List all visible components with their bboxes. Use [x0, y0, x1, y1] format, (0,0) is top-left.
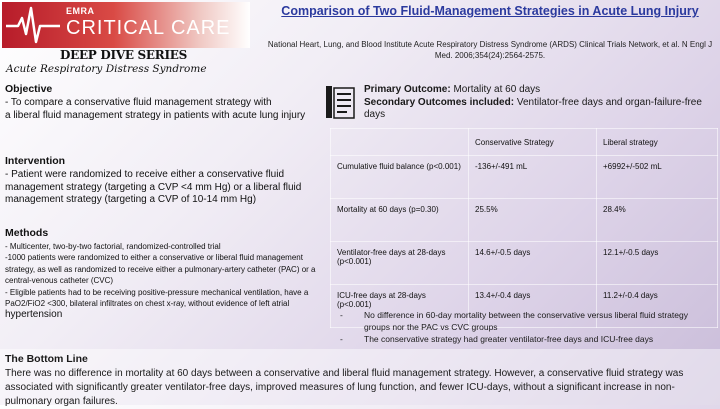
conservative-value: 25.5% [469, 199, 597, 242]
table-header-row [331, 129, 718, 156]
citation: National Heart, Lung, and Blood Institute Acute Respiratory Distress Syndrome (ARDS) Clinical Trials Network, et al. N Engl J Med. 2006;354(24):2564-2575. [267, 40, 713, 60]
list-item [340, 309, 716, 333]
liberal-value: 28.4% [597, 199, 718, 242]
table-header-cell [331, 129, 469, 156]
methods-line: -1000 patients were randomized to either a conservative or liberal fluid management strategy, as well as randomized to receive either a pulmonary-artery catheter (PAC) or a central-venous catheter (CVC) [5, 253, 316, 286]
org-abbreviation: EMRA [66, 6, 95, 16]
liberal-value: 11.2+/-0.4 days [597, 285, 718, 328]
methods-line [5, 287, 325, 321]
primary-outcome-value: Mortality at 60 days [450, 84, 541, 95]
objective-text: - To compare a conservative fluid management strategy with a liberal fluid management strategy in patients with acute lung injury [5, 97, 306, 121]
bottom-line-heading: The Bottom Line [5, 353, 88, 365]
methods-heading: Methods [5, 227, 49, 239]
secondary-outcomes-value: Ventilator-free days and organ-failure-free days [364, 97, 702, 120]
table-header-cell: Liberal strategy [597, 129, 718, 156]
topic-name: Acute Respiratory Distress Syndrome [6, 63, 207, 75]
secondary-outcomes-label: Secondary Outcomes included: [364, 97, 515, 108]
methods-line: - Multicenter, two-by-two factorial, randomized-controlled trial [5, 242, 221, 251]
dash-bullet-icon: - [340, 310, 343, 320]
bottom-line-text: There was no difference in mortality at 60 days between a conservative and liberal fluid management strategy. However, a conservative fluid strategy was associated with significantly greater ventilator-free days, improved measures of lung function, and fewer ICU-days, without a significant increase in non-pulmonary organ failures. [5, 368, 684, 407]
dash-bullet-icon: - [340, 334, 343, 344]
findings-list [340, 309, 716, 345]
list-item [340, 333, 716, 345]
table-row [331, 242, 718, 285]
primary-outcome-label: Primary Outcome: [364, 84, 451, 95]
primary-outcome [364, 84, 714, 96]
series-name: DEEP DIVE SERIES [60, 48, 187, 62]
table-header-cell: Conservative Strategy [469, 129, 597, 156]
finding-text: No difference in 60-day mortality between the conservative versus liberal fluid strategy groups nor the PAC vs CVC groups [364, 310, 688, 332]
table-row [331, 156, 718, 199]
row-label: Mortality at 60 days (p=0.30) [331, 199, 469, 242]
page-title: Comparison of Two Fluid-Management Strategies in Acute Lung Injury [281, 4, 699, 18]
table-row [331, 199, 718, 242]
heartbeat-icon [4, 4, 62, 46]
secondary-outcomes [364, 97, 714, 121]
liberal-value: +6992+/-502 mL [597, 156, 718, 199]
finding-text: The conservative strategy had greater ventilator-free days and ICU-free days [364, 334, 654, 344]
intervention-heading: Intervention [5, 155, 66, 167]
document-icon [324, 84, 356, 120]
org-name: CRITICAL CARE [66, 17, 231, 39]
row-label: ICU-free days at 28-days (p<0.001) [331, 285, 469, 328]
objective-heading: Objective [5, 83, 53, 95]
conservative-value: -136+/-491 mL [469, 156, 597, 199]
row-label: Cumulative fluid balance (p<0.001) [331, 156, 469, 199]
intervention-text: - Patient were randomized to receive either a conservative fluid management strategy (targeting a CVP <4 mm Hg) or a liberal fluid management strategy (targeting a CVP of 10-14 mm Hg) [5, 169, 302, 205]
results-table [330, 128, 718, 328]
conservative-value: 13.4+/-0.4 days [469, 285, 597, 328]
liberal-value: 12.1+/-0.5 days [597, 242, 718, 285]
methods-line-end: hypertension [5, 309, 63, 321]
conservative-value: 14.6+/-0.5 days [469, 242, 597, 285]
methods-text [5, 241, 325, 321]
methods-line-start: - Eligible patients had to be receiving positive-pressure mechanical ventilation, have a PaO2/FiO2 <300, bilateral infiltrates on chest x-ray, without evidence of left atrial [5, 287, 309, 309]
row-label: Ventilator-free days at 28-days (p<0.001) [331, 242, 469, 285]
